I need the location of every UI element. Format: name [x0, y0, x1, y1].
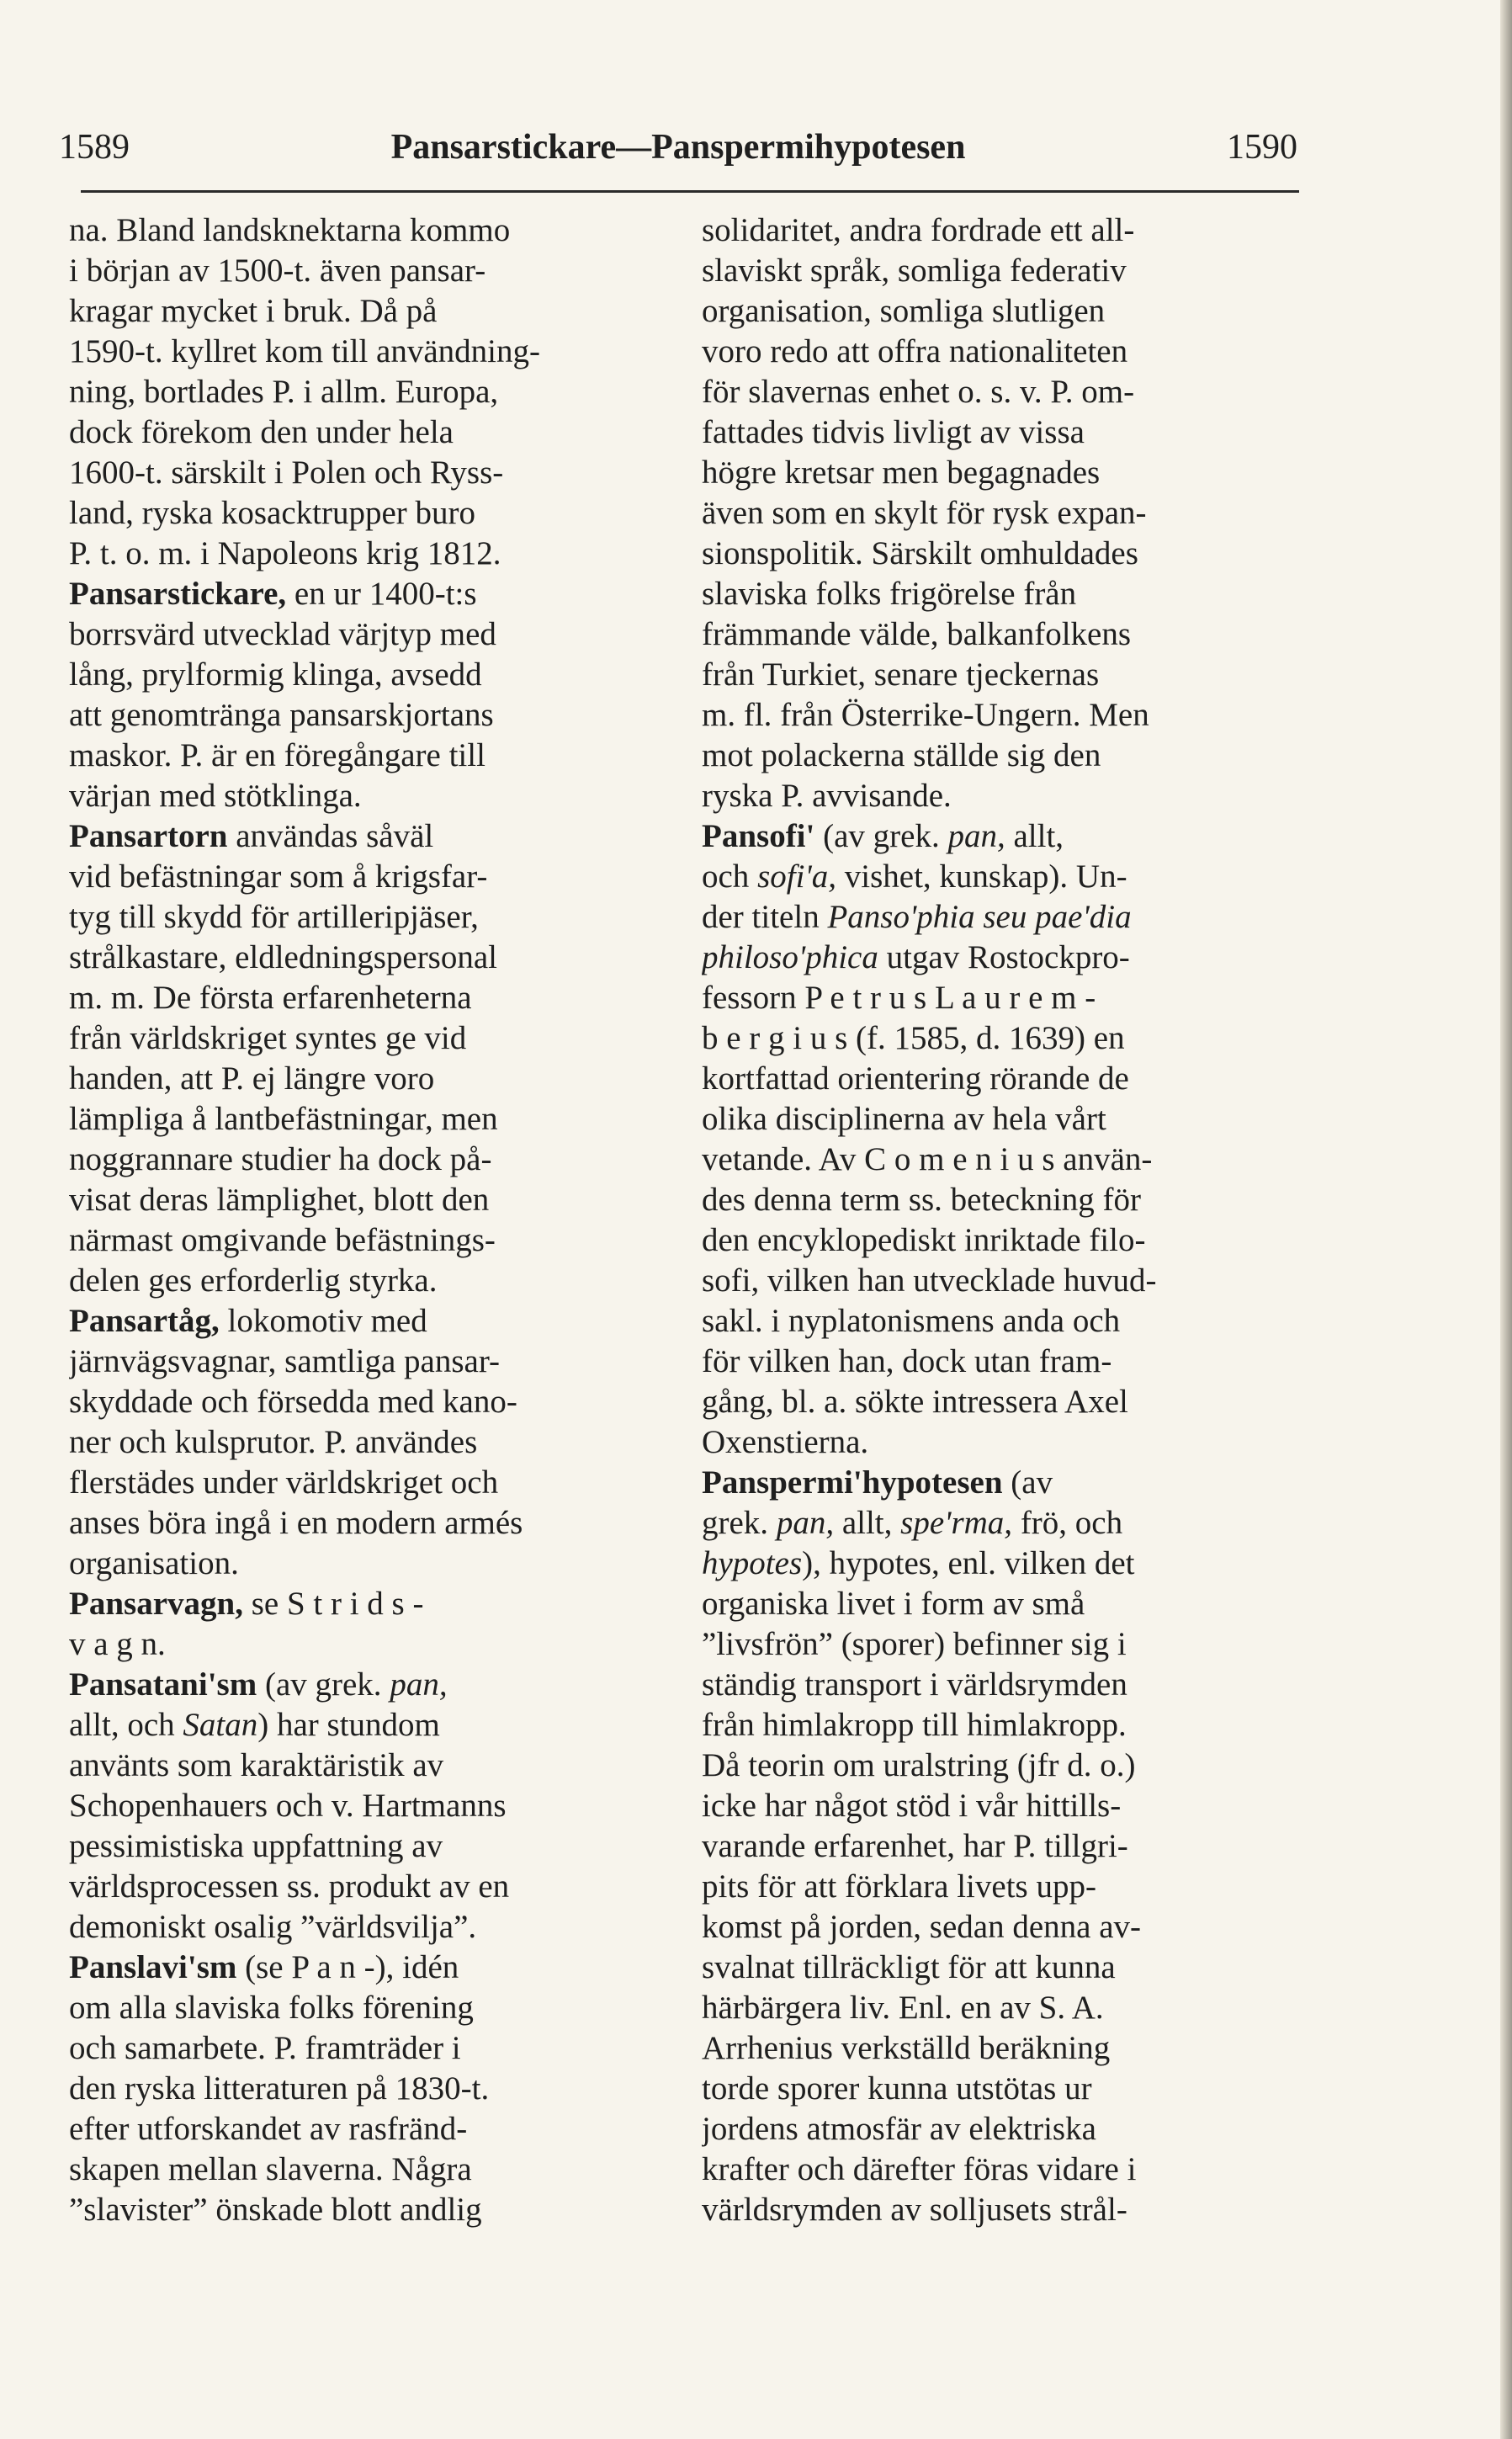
text-line [702, 2069, 1302, 2109]
entry-headword: Panslavi'sm [69, 1949, 237, 1985]
text-run: användas såväl [227, 818, 434, 854]
text-line [702, 1342, 1302, 1382]
italic-term: hypotes [702, 1545, 803, 1581]
text-run: allt, [1005, 818, 1064, 854]
text-line [69, 1140, 670, 1180]
text-line [702, 1463, 1302, 1503]
text-run: närmast omgivande befästnings- [69, 1222, 496, 1258]
text-line [69, 1342, 670, 1382]
text-line [69, 210, 670, 251]
text-line [702, 412, 1302, 453]
text-line [69, 2109, 670, 2149]
text-run: 1590-t. kyllret kom till användning- [69, 333, 540, 369]
text-run: lokomotiv med [219, 1303, 427, 1339]
text-line [69, 736, 670, 776]
text-run: utgav Rostockpro- [878, 939, 1130, 975]
text-run: den encyklopediskt inriktade filo- [702, 1222, 1146, 1258]
header-rule [81, 190, 1299, 193]
text-run: frö, och [1012, 1505, 1123, 1541]
text-run: en ur 1400-t:s [286, 576, 477, 612]
text-run: torde sporer kunna utstötas ur [702, 2070, 1092, 2107]
text-run: även som en skylt för rysk expan- [702, 495, 1147, 531]
text-line [702, 1584, 1302, 1624]
text-line [702, 857, 1302, 897]
text-line [69, 1746, 670, 1786]
text-run: voro redo att offra nationaliteten [702, 333, 1128, 369]
text-line [69, 372, 670, 412]
text-run: och samarbete. P. framträder i [69, 2030, 461, 2066]
text-run: att genomtränga pansarskjortans [69, 697, 494, 733]
entry-headword: Pansatani'sm [69, 1666, 257, 1703]
text-line [702, 1180, 1302, 1220]
text-run: högre kretsar men begagnades [702, 454, 1101, 491]
text-line [702, 736, 1302, 776]
text-line [69, 1988, 670, 2028]
text-run: des denna term ss. beteckning för [702, 1182, 1142, 1218]
text-line [702, 614, 1302, 655]
text-run: dock förekom den under hela [69, 414, 454, 450]
text-run: allt, [834, 1505, 901, 1541]
text-line [69, 1463, 670, 1503]
text-line [69, 1584, 670, 1624]
text-run: slaviska folks frigörelse från [702, 576, 1077, 612]
text-line [69, 1261, 670, 1301]
text-line [702, 534, 1302, 574]
text-run: främmande välde, balkanfolkens [702, 616, 1132, 652]
text-run: vishet, kunskap). Un- [836, 858, 1127, 895]
text-run: organisation. [69, 1545, 239, 1581]
text-line [69, 1624, 670, 1665]
text-run: ”livsfrön” (sporer) befinner sig i [702, 1626, 1127, 1662]
text-run: land, ryska kosacktrupper buro [69, 495, 476, 531]
text-line [69, 1867, 670, 1907]
italic-term: spe'rma, [900, 1505, 1013, 1541]
text-line [702, 776, 1302, 816]
text-run: Oxenstierna. [702, 1424, 869, 1460]
text-line [69, 695, 670, 736]
text-line [69, 574, 670, 614]
text-line [702, 1705, 1302, 1746]
text-line [702, 291, 1302, 332]
text-run: ning, bortlades P. i allm. Europa, [69, 374, 499, 410]
text-run: se S t r i d s - [242, 1586, 424, 1622]
text-line [69, 493, 670, 534]
text-line [69, 1180, 670, 1220]
italic-term: Satan [183, 1707, 258, 1743]
italic-term: philoso'phica [702, 939, 878, 975]
text-line [69, 332, 670, 372]
text-run: härbärgera liv. Enl. en av S. A. [702, 1990, 1104, 2026]
text-run: sofi, vilken han utvecklade huvud- [702, 1262, 1157, 1299]
italic-term: pan, [390, 1666, 448, 1703]
entry-headword: Pansartåg, [69, 1303, 220, 1339]
text-line [69, 938, 670, 978]
text-run: solidaritet, andra fordrade ett all- [702, 212, 1135, 248]
text-run: skyddade och försedda med kano- [69, 1384, 517, 1420]
text-run: vetande. Av C o m e n i u s använ- [702, 1141, 1153, 1177]
text-run: der titeln [702, 899, 828, 935]
text-run: tyg till skydd för artilleripjäser, [69, 899, 479, 935]
text-run: skapen mellan slaverna. Några [69, 2151, 472, 2187]
text-run: kortfattad orientering rörande de [702, 1060, 1129, 1097]
text-run: visat deras lämplighet, blott den [69, 1182, 490, 1218]
text-line [702, 2028, 1302, 2069]
text-line [69, 1947, 670, 1988]
text-run: ryska P. avvisande. [702, 778, 952, 814]
text-line [702, 1422, 1302, 1463]
text-run: ) har stundom [257, 1707, 440, 1743]
text-run: lång, prylformig klinga, avsedd [69, 656, 482, 693]
text-run: Arrhenius verkställd beräkning [702, 2030, 1111, 2066]
entry-headword: Pansofi' [702, 818, 815, 854]
text-run: lämpliga å lantbefästningar, men [69, 1101, 498, 1137]
text-line [69, 655, 670, 695]
text-line [702, 1665, 1302, 1705]
text-run: sionspolitik. Särskilt omhuldades [702, 535, 1138, 571]
text-line [69, 1059, 670, 1099]
text-run: organiska livet i form av små [702, 1586, 1085, 1622]
text-line [702, 655, 1302, 695]
text-run: ”slavister” önskade blott andlig [69, 2192, 482, 2228]
text-line [702, 1947, 1302, 1988]
text-run: i början av 1500-t. även pansar- [69, 252, 486, 289]
text-run: ), hypotes, enl. vilken det [802, 1545, 1135, 1581]
page-header [59, 118, 1297, 177]
text-line [702, 453, 1302, 493]
text-line [69, 614, 670, 655]
page-number-right: 1590 [1227, 128, 1297, 167]
text-line [702, 1867, 1302, 1907]
text-line [702, 897, 1302, 938]
text-line [702, 1544, 1302, 1584]
text-run: kragar mycket i bruk. Då på [69, 293, 438, 329]
text-run: världsprocessen ss. produkt av en [69, 1868, 510, 1905]
text-run: demoniskt osalig ”världsvilja”. [69, 1909, 477, 1945]
text-line [702, 1382, 1302, 1422]
italic-term: sofi'a, [757, 858, 837, 895]
text-run: (av [1002, 1464, 1053, 1501]
text-line [702, 1907, 1302, 1947]
text-line [69, 2069, 670, 2109]
text-line [702, 332, 1302, 372]
text-line [69, 1099, 670, 1140]
entry-headword: Panspermi'hypotesen [702, 1464, 1003, 1501]
text-line [69, 291, 670, 332]
text-line [69, 1544, 670, 1584]
text-line [702, 1746, 1302, 1786]
text-run: från Turkiet, senare tjeckernas [702, 656, 1100, 693]
text-run: allt, och [69, 1707, 183, 1743]
text-run: b e r g i u s (f. 1585, d. 1639) en [702, 1020, 1125, 1056]
text-line [69, 453, 670, 493]
text-run: om alla slaviska folks förening [69, 1990, 474, 2026]
text-line [69, 2149, 670, 2190]
text-line [69, 2190, 670, 2230]
text-line [69, 1301, 670, 1342]
text-line [69, 857, 670, 897]
text-run: svalnat tillräckligt för att kunna [702, 1949, 1116, 1985]
right-column [702, 210, 1302, 2230]
text-line [702, 2109, 1302, 2149]
text-line [702, 978, 1302, 1018]
text-run: järnvägsvagnar, samtliga pansar- [69, 1343, 501, 1379]
text-run: flerstädes under världskriget och [69, 1464, 499, 1501]
text-line [702, 1301, 1302, 1342]
italic-term: pan, [947, 818, 1005, 854]
page-edge-shadow [1500, 0, 1512, 2439]
running-title: Pansarstickare—Panspermihypotesen [390, 128, 966, 167]
text-run: noggrannare studier ha dock på- [69, 1141, 492, 1177]
text-run: handen, att P. ej längre voro [69, 1060, 435, 1097]
text-run: pits för att förklara livets upp- [702, 1868, 1096, 1905]
text-line [69, 1665, 670, 1705]
text-line [69, 1382, 670, 1422]
text-run: använts som karaktäristik av [69, 1747, 444, 1783]
text-run: ner och kulsprutor. P. användes [69, 1424, 478, 1460]
text-line [702, 1059, 1302, 1099]
italic-term: pan, [776, 1505, 835, 1541]
text-run: den ryska litteraturen på 1830-t. [69, 2070, 490, 2107]
left-column [69, 210, 670, 2230]
text-line [702, 1099, 1302, 1140]
text-run: v a g n. [69, 1626, 166, 1662]
text-run: Schopenhauers och v. Hartmanns [69, 1788, 507, 1824]
text-line [69, 1907, 670, 1947]
text-run: sakl. i nyplatonismens anda och [702, 1303, 1121, 1339]
text-line [69, 1018, 670, 1059]
entry-headword: Pansarstickare, [69, 576, 287, 612]
text-line [69, 816, 670, 857]
text-run: (av grek. [814, 818, 948, 854]
text-line [69, 1786, 670, 1826]
text-run: delen ges erforderlig styrka. [69, 1262, 438, 1299]
text-run: från världskriget syntes ge vid [69, 1020, 467, 1056]
text-run: icke har något stöd i vår hittills- [702, 1788, 1122, 1824]
text-line [69, 1220, 670, 1261]
text-line [702, 210, 1302, 251]
text-run: m. m. De första erfarenheterna [69, 980, 472, 1016]
text-line [702, 1261, 1302, 1301]
text-line [702, 1826, 1302, 1867]
text-line [702, 1220, 1302, 1261]
text-run: fattades tidvis livligt av vissa [702, 414, 1085, 450]
text-line [702, 372, 1302, 412]
text-line [69, 534, 670, 574]
text-line [69, 776, 670, 816]
entry-headword: Pansarvagn, [69, 1586, 243, 1622]
text-line [69, 897, 670, 938]
text-run: jordens atmosfär av elektriska [702, 2111, 1096, 2147]
text-line [702, 251, 1302, 291]
text-run: och [702, 858, 758, 895]
text-line [702, 2149, 1302, 2190]
text-run: vid befästningar som å krigsfar- [69, 858, 488, 895]
text-run: olika disciplinerna av hela vårt [702, 1101, 1106, 1137]
text-run: gång, bl. a. sökte intressera Axel [702, 1384, 1128, 1420]
text-run: Då teorin om uralstring (jfr d. o.) [702, 1747, 1136, 1783]
text-run: från himlakropp till himlakropp. [702, 1707, 1127, 1743]
page-number-left: 1589 [59, 128, 130, 167]
text-run: krafter och därefter föras vidare i [702, 2151, 1137, 2187]
text-run: komst på jorden, sedan denna av- [702, 1909, 1142, 1945]
text-run: värjan med stötklinga. [69, 778, 362, 814]
entry-headword: Pansartorn [69, 818, 228, 854]
text-line [69, 251, 670, 291]
text-line [702, 695, 1302, 736]
text-run: efter utforskandet av rasfränd- [69, 2111, 468, 2147]
text-run: (se P a n -), idén [236, 1949, 459, 1985]
text-run: för vilken han, dock utan fram- [702, 1343, 1112, 1379]
text-run: P. t. o. m. i Napoleons krig 1812. [69, 535, 501, 571]
text-line [69, 1503, 670, 1544]
text-line [69, 1422, 670, 1463]
text-run: ständig transport i världsrymden [702, 1666, 1127, 1703]
text-run: varande erfarenhet, har P. tillgri- [702, 1828, 1128, 1864]
text-line [69, 2028, 670, 2069]
text-line [69, 1705, 670, 1746]
text-run: na. Bland landsknektarna kommo [69, 212, 511, 248]
text-run: borrsvärd utvecklad värjtyp med [69, 616, 496, 652]
text-line [702, 574, 1302, 614]
text-line [702, 493, 1302, 534]
text-run: m. fl. från Österrike-Ungern. Men [702, 697, 1149, 733]
text-line [702, 1140, 1302, 1180]
text-line [702, 816, 1302, 857]
text-line [702, 1503, 1302, 1544]
text-run: slaviskt språk, somliga federativ [702, 252, 1127, 289]
text-line [69, 412, 670, 453]
text-run: (av grek. [257, 1666, 390, 1703]
text-run: för slavernas enhet o. s. v. P. om- [702, 374, 1135, 410]
text-run: världsrymden av solljusets strål- [702, 2192, 1127, 2228]
text-line [69, 978, 670, 1018]
text-line [702, 1786, 1302, 1826]
text-run: pessimistiska uppfattning av [69, 1828, 443, 1864]
text-run: organisation, somliga slutligen [702, 293, 1106, 329]
text-line [702, 1988, 1302, 2028]
text-run: 1600-t. särskilt i Polen och Ryss- [69, 454, 504, 491]
text-run: grek. [702, 1505, 777, 1541]
text-run: maskor. P. är en föregångare till [69, 737, 485, 773]
text-line [702, 1018, 1302, 1059]
text-line [702, 938, 1302, 978]
text-run: fessorn P e t r u s L a u r e m - [702, 980, 1096, 1016]
text-line [702, 1624, 1302, 1665]
text-run: mot polackerna ställde sig den [702, 737, 1101, 773]
text-run: strålkastare, eldledningspersonal [69, 939, 497, 975]
text-run: anses böra ingå i en modern armés [69, 1505, 523, 1541]
text-line [702, 2190, 1302, 2230]
italic-term: Panso'phia seu pae'dia [827, 899, 1132, 935]
text-line [69, 1826, 670, 1867]
